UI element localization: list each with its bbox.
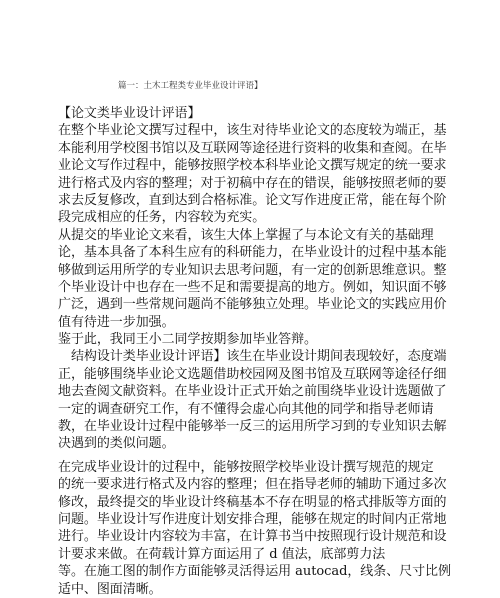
text-line: 决遇到的类似问题。: [58, 436, 175, 452]
text-line: 从提交的毕业论文来看，该生大体上掌握了与本论文有关的基础理: [58, 227, 434, 243]
text-line: 鉴于此，我同王小二同学按期参加毕业答辩。: [58, 332, 318, 348]
text-line: 正，能够围绕毕业论文选题借助校园网及图书馆及互联网等途径仔细: [58, 366, 447, 382]
text-line: 的统一要求进行格式及内容的整理；但在指导老师的辅助下通过多次: [58, 477, 447, 493]
text-line: 求去反复修改，直到达到合格标准。论文写作进度正常，能在每个阶: [58, 192, 447, 208]
text-line: 在整个毕业论文撰写过程中，该生对待毕业论文的态度较为端正，基: [58, 123, 447, 139]
text-line: 论，基本具备了本科生应有的科研能力，在毕业设计的过程中基本能: [58, 245, 447, 261]
text-line: 够做到运用所学的专业知识去思考问题，有一定的创新思维意识。整: [58, 262, 447, 278]
text-line: 业论文写作过程中，能够按照学校本科毕业论文撰写规定的统一要求: [58, 158, 447, 174]
text-line: 适中、图面清晰。: [58, 581, 162, 597]
text-line: 问题。毕业设计写作进度计划安排合理，能够在规定的时间内正常地: [58, 511, 447, 527]
body-text: [58, 105, 498, 598]
text-line: 进行。毕业设计内容较为丰富，在计算书当中按照现行设计规范和设: [58, 529, 447, 545]
section-title-structural-design-evaluation: 结构设计类毕业设计评语】该生在毕业设计期间表现较好，态度端: [58, 349, 447, 365]
text-line: 修改，最终提交的毕业设计终稿基本不存在明显的格式排版等方面的: [58, 494, 447, 510]
text-line: 进行格式及内容的整理；对于初稿中存在的错误，能够按照老师的要: [58, 175, 447, 191]
text-line: 值有待进一步加强。: [58, 314, 175, 330]
text-line: 教，在毕业设计过程中能够举一反三的运用所学习到的专业知识去解: [58, 419, 447, 435]
text-line: 等。在施工图的制作方面能够灵活得运用 autocad，线条、尺寸比例: [58, 564, 451, 580]
text-line: 本能利用学校图书馆以及互联网等途径进行资料的收集和查阅。在毕: [58, 140, 447, 156]
section-title-thesis-evaluation: 【论文类毕业设计评语】: [58, 106, 201, 121]
text-line: 在完成毕业设计的过程中，能够按照学校毕业设计撰写规范的规定: [58, 459, 434, 475]
text-line: 一定的调查研究工作，有不懂得会虚心向其他的同学和指导老师请: [58, 401, 434, 417]
text-line: 个毕业设计中也存在一些不足和需要提高的地方。例如，知识面不够: [58, 279, 447, 295]
text-line: 计要求来做。在荷载计算方面运用了 d 值法，底部剪力法: [58, 546, 386, 562]
text-line: 广泛，遇到一些常规问题尚不能够独立处理。毕业论文的实践应用价: [58, 297, 447, 313]
text-line: 段完成相应的任务，内容较为充实。: [58, 210, 266, 226]
page-header: 篇一：土木工程类专业毕业设计评语】: [118, 81, 263, 91]
text-line: 地去查阅文献资料。在毕业设计正式开始之前围绕毕业设计选题做了: [58, 384, 447, 400]
